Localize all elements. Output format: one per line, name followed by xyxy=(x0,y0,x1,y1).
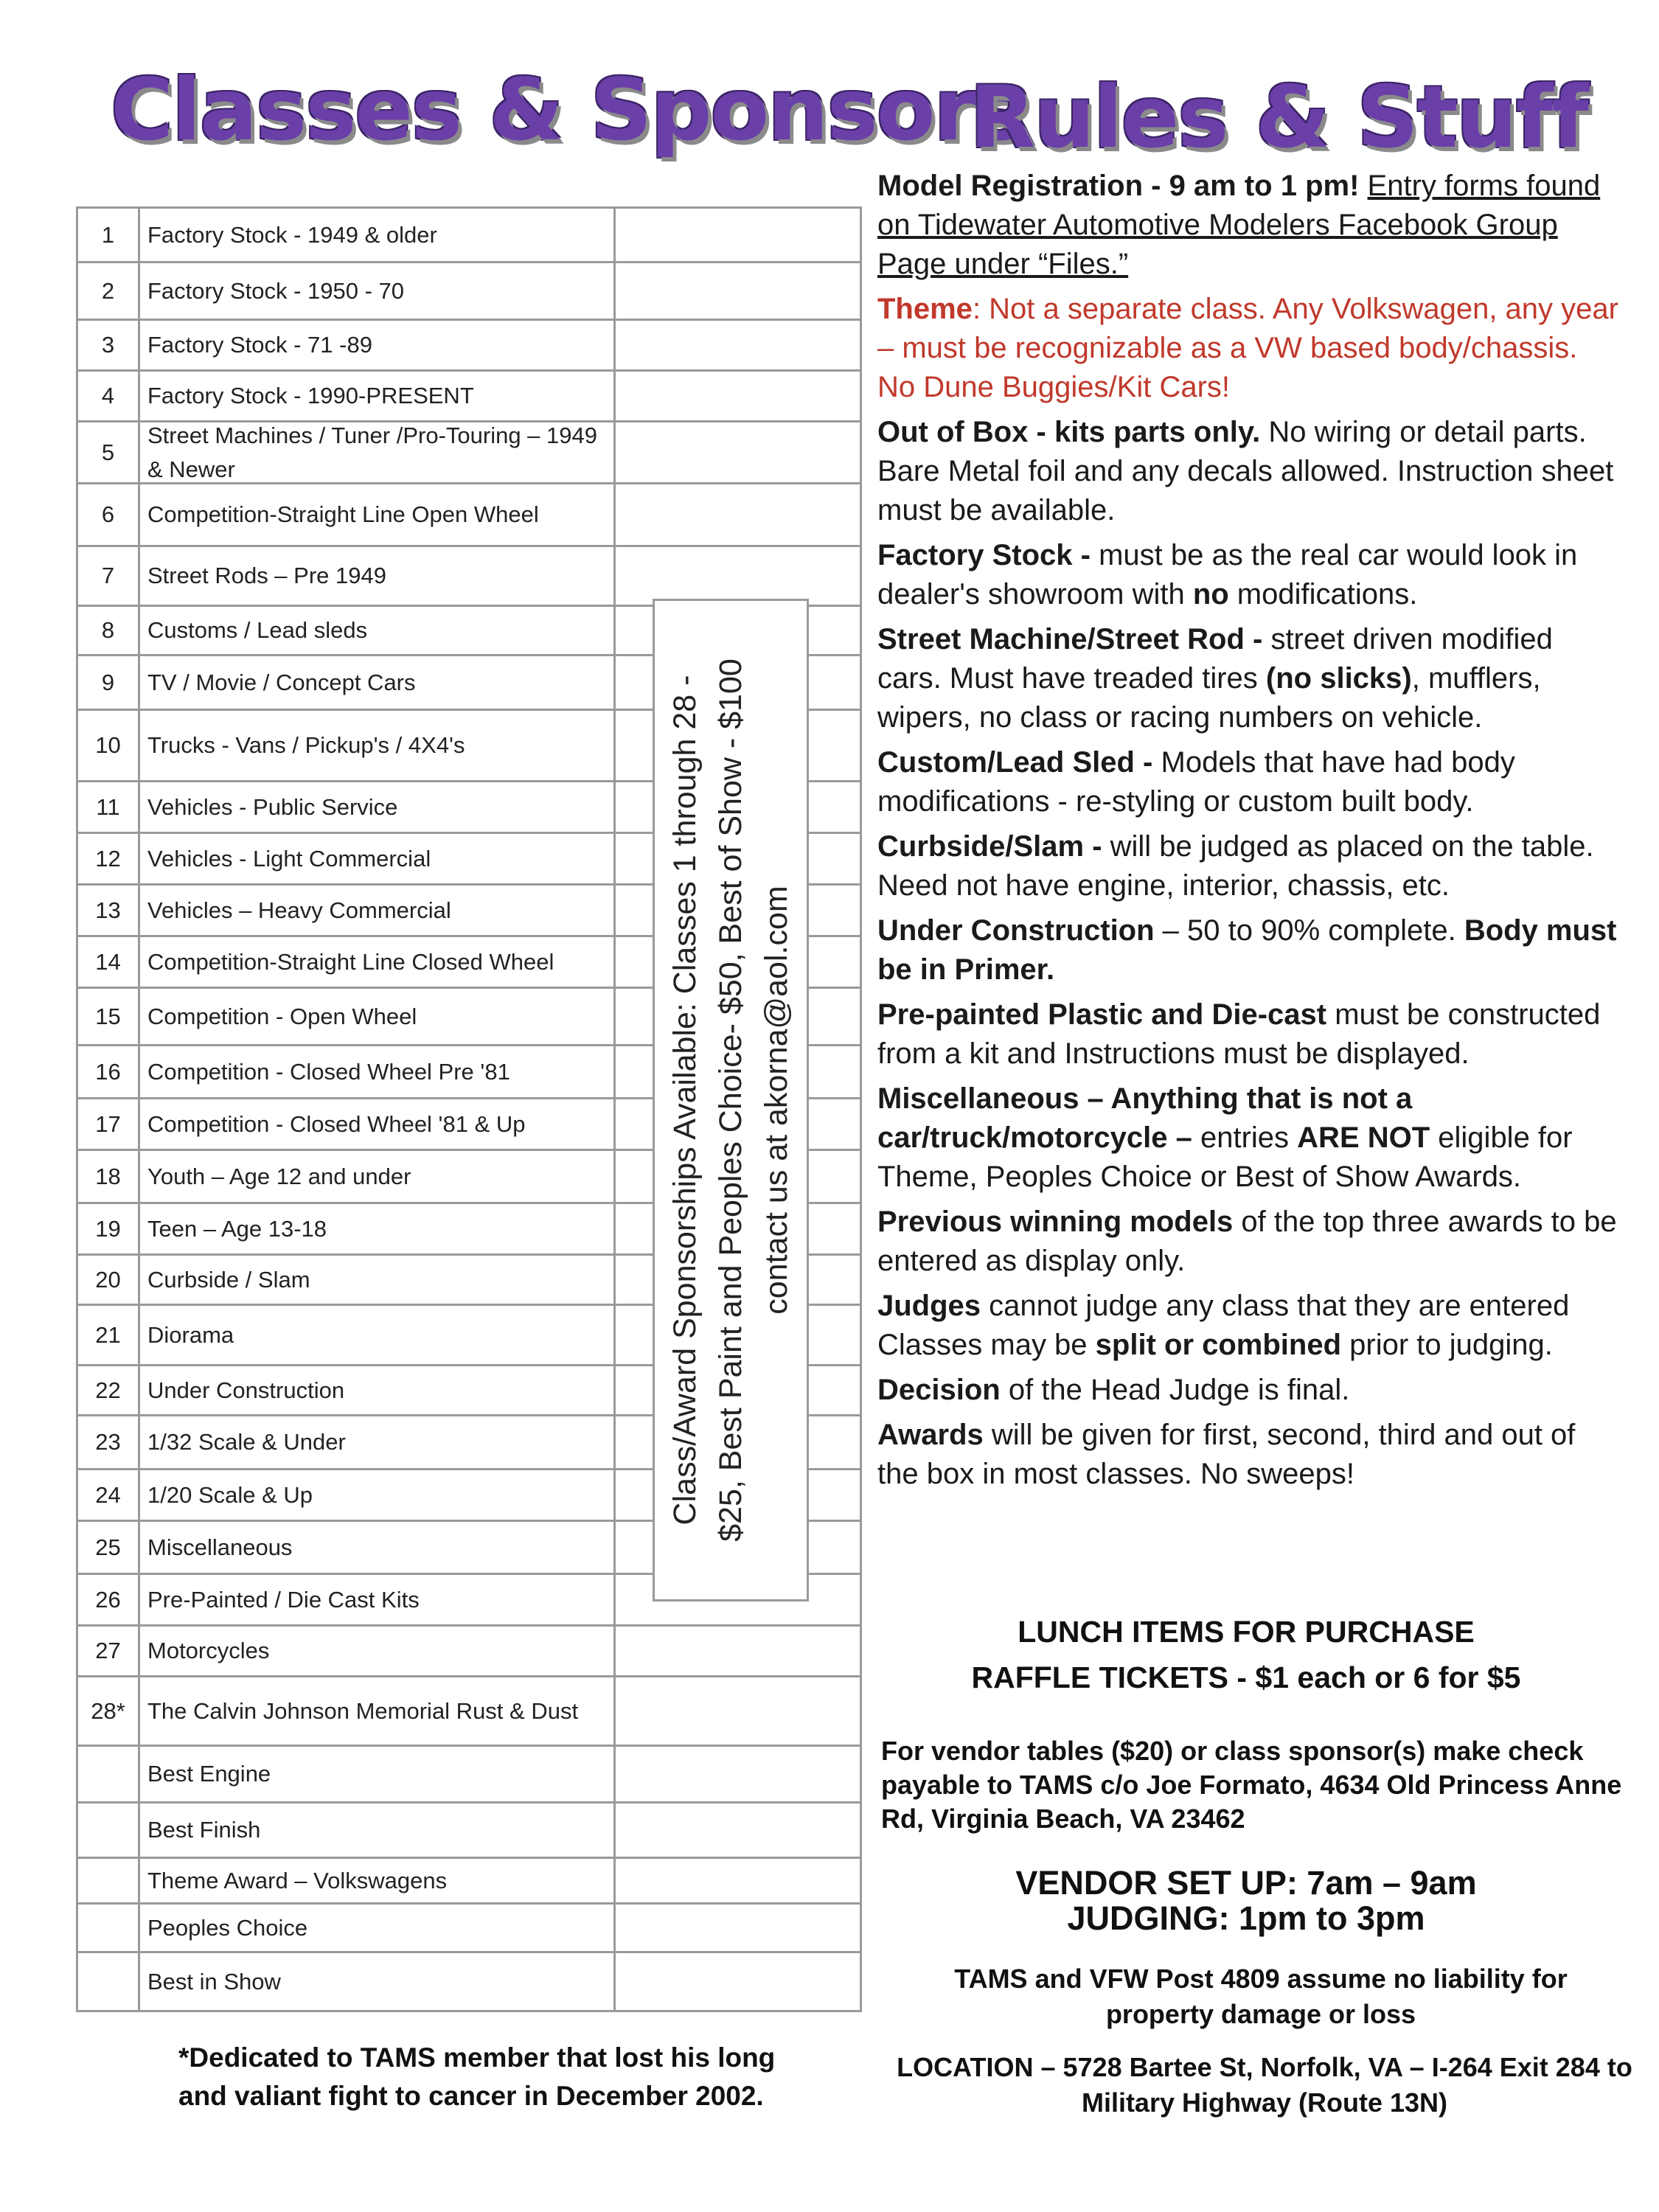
class-name: Vehicles – Heavy Commercial xyxy=(140,886,616,935)
sponsor-cell xyxy=(616,263,862,319)
sponsor-cell xyxy=(616,209,862,261)
sponsor-cell xyxy=(616,1859,862,1902)
class-name: Diorama xyxy=(140,1306,616,1364)
rule-curbside-slam: Curbside/Slam - will be judged as placed on the table. Need not have engine, interior, chassis, etc. xyxy=(877,830,1594,902)
class-name: Customs / Lead sleds xyxy=(140,607,616,654)
class-number: 23 xyxy=(78,1416,140,1468)
sponsor-cell xyxy=(616,1747,862,1801)
class-number: 28* xyxy=(78,1677,140,1745)
class-number xyxy=(78,1804,140,1857)
dedication-footnote: *Dedicated to TAMS member that lost his long and valiant fight to cancer in December 2002. xyxy=(178,2042,776,2111)
class-row xyxy=(78,372,862,422)
class-number: 10 xyxy=(78,711,140,780)
rule-out-of-box: Out of Box - kits parts only. No wiring or detail parts. Bare Metal foil and any decals allowed. Instruction sheet must be available. xyxy=(877,416,1614,526)
rule-decision: Decision of the Head Judge is final. xyxy=(877,1374,1350,1406)
class-number: 6 xyxy=(78,484,140,545)
class-name: Factory Stock - 1950 - 70 xyxy=(140,263,616,319)
class-name: Best Finish xyxy=(140,1804,616,1857)
class-number: 27 xyxy=(78,1627,140,1675)
entry-forms-link[interactable]: Entry forms found on Tidewater Automotive Modelers Facebook Group Page under “Files.” xyxy=(877,170,1601,280)
judging-time: JUDGING: 1pm to 3pm xyxy=(1067,1899,1425,1937)
class-number xyxy=(78,1953,140,2010)
class-name: The Calvin Johnson Memorial Rust & Dust xyxy=(140,1677,616,1745)
class-name: Miscellaneous xyxy=(140,1522,616,1573)
sponsorship-line-1: Class/Award Sponsorships Available: Classes 1 through 28 - xyxy=(667,675,703,1526)
class-name: Pre-Painted / Die Cast Kits xyxy=(140,1575,616,1624)
class-number: 12 xyxy=(78,834,140,883)
class-name: Motorcycles xyxy=(140,1627,616,1675)
class-row xyxy=(78,547,862,607)
rules-stuff-title: Rules & Stuff xyxy=(970,68,1587,167)
class-number: 24 xyxy=(78,1470,140,1520)
class-number: 5 xyxy=(78,422,140,482)
class-name: Factory Stock - 71 -89 xyxy=(140,321,616,369)
class-row xyxy=(78,1747,862,1804)
sponsor-cell xyxy=(616,321,862,369)
class-number: 2 xyxy=(78,263,140,319)
class-number: 17 xyxy=(78,1099,140,1149)
class-name: Trucks - Vans / Pickup's / 4X4's xyxy=(140,711,616,780)
class-name: Under Construction xyxy=(140,1366,616,1414)
class-name: Youth – Age 12 and under xyxy=(140,1151,616,1202)
sponsor-cell xyxy=(616,547,862,605)
class-row xyxy=(78,263,862,321)
liability-notice: TAMS and VFW Post 4809 assume no liability for property damage or loss xyxy=(954,1964,1568,2029)
sponsor-cell xyxy=(616,372,862,420)
class-row xyxy=(78,422,862,484)
class-name: Street Rods – Pre 1949 xyxy=(140,547,616,605)
class-number: 7 xyxy=(78,547,140,605)
class-name: Competition - Open Wheel xyxy=(140,989,616,1044)
class-number: 19 xyxy=(78,1204,140,1253)
class-name: Curbside / Slam xyxy=(140,1256,616,1304)
classes-sponsors-title: Classes & Sponsors xyxy=(111,60,1024,160)
class-name: Competition - Closed Wheel Pre '81 xyxy=(140,1046,616,1097)
class-name: Vehicles - Light Commercial xyxy=(140,834,616,883)
class-row xyxy=(78,1627,862,1677)
class-row xyxy=(78,1859,862,1905)
rule-street-machine: Street Machine/Street Rod - street driven modified cars. Must have treaded tires (no slicks), mufflers, wipers, no class or racing numbers on vehicle. xyxy=(877,623,1553,734)
class-number: 21 xyxy=(78,1306,140,1364)
class-number: 15 xyxy=(78,989,140,1044)
class-number: 22 xyxy=(78,1366,140,1414)
sponsor-cell xyxy=(616,1677,862,1745)
class-number: 9 xyxy=(78,656,140,709)
class-number: 18 xyxy=(78,1151,140,1202)
class-number: 3 xyxy=(78,321,140,369)
class-number xyxy=(78,1905,140,1951)
sponsorship-line-2: $25, Best Paint and Peoples Choice- $50, Best of Show - $100 xyxy=(713,658,748,1542)
class-name: Street Machines / Tuner /Pro-Touring – 1949 & Newer xyxy=(140,422,616,482)
class-name: TV / Movie / Concept Cars xyxy=(140,656,616,709)
rule-registration: Model Registration - 9 am to 1 pm! Entry forms found on Tidewater Automotive Modelers Facebook Group Page under “Files.” xyxy=(877,170,1601,280)
purchase-info xyxy=(877,1609,1615,1700)
raffle-tickets: RAFFLE TICKETS - $1 each or 6 for $5 xyxy=(971,1660,1521,1694)
class-name: Factory Stock - 1990-PRESENT xyxy=(140,372,616,420)
class-row xyxy=(78,1677,862,1747)
class-number: 26 xyxy=(78,1575,140,1624)
class-name: Best in Show xyxy=(140,1953,616,2010)
class-number: 4 xyxy=(78,372,140,420)
rule-classes-split: Classes may be split or combined prior to judging. xyxy=(877,1329,1553,1361)
class-row xyxy=(78,1905,862,1953)
sponsor-cell xyxy=(616,484,862,545)
sponsor-cell xyxy=(616,1804,862,1857)
class-row xyxy=(78,321,862,372)
class-number: 11 xyxy=(78,782,140,832)
rule-under-construction: Under Construction – 50 to 90% complete. Body must be in Primer. xyxy=(877,914,1617,986)
sponsorship-line-3: contact us at akorna@aol.com xyxy=(759,886,794,1315)
class-number xyxy=(78,1747,140,1801)
class-name: 1/32 Scale & Under xyxy=(140,1416,616,1468)
class-number: 25 xyxy=(78,1522,140,1573)
class-name: Competition - Closed Wheel '81 & Up xyxy=(140,1099,616,1149)
class-name: Factory Stock - 1949 & older xyxy=(140,209,616,261)
class-row xyxy=(78,1804,862,1859)
sponsorship-text xyxy=(662,606,799,1594)
class-name: Best Engine xyxy=(140,1747,616,1801)
class-name: Competition-Straight Line Open Wheel xyxy=(140,484,616,545)
rule-judges: Judges cannot judge any class that they are entered xyxy=(877,1290,1570,1322)
lunch-items: LUNCH ITEMS FOR PURCHASE xyxy=(1018,1615,1475,1649)
vendor-check-info: For vendor tables ($20) or class sponsor(s) make check payable to TAMS c/o Joe Formato, 4634 Old Princess Anne Rd, Virginia Beach, VA 23462 xyxy=(881,1736,1622,1834)
class-number: 20 xyxy=(78,1256,140,1304)
class-name: Peoples Choice xyxy=(140,1905,616,1951)
class-number: 16 xyxy=(78,1046,140,1097)
sponsor-cell xyxy=(616,1905,862,1951)
sponsor-cell xyxy=(616,1627,862,1675)
class-number: 14 xyxy=(78,937,140,987)
schedule-info xyxy=(877,1865,1615,1936)
sponsorship-box xyxy=(653,599,809,1601)
class-name: Teen – Age 13-18 xyxy=(140,1204,616,1253)
rule-prepainted: Pre-painted Plastic and Die-cast must be constructed from a kit and Instructions must be displayed. xyxy=(877,998,1601,1070)
class-row xyxy=(78,209,862,263)
class-name: Competition-Straight Line Closed Wheel xyxy=(140,937,616,987)
class-row xyxy=(78,484,862,547)
class-name: Vehicles - Public Service xyxy=(140,782,616,832)
class-name: 1/20 Scale & Up xyxy=(140,1470,616,1520)
rule-awards: Awards will be given for first, second, third and out of the box in most classes. No sweeps! xyxy=(877,1419,1576,1490)
class-number: 8 xyxy=(78,607,140,654)
rule-factory-stock: Factory Stock - must be as the real car would look in dealer's showroom with no modifications. xyxy=(877,539,1578,611)
rule-previous-winners: Previous winning models of the top three awards to be entered as display only. xyxy=(877,1206,1617,1277)
sponsor-cell xyxy=(616,1953,862,2010)
rule-miscellaneous: Miscellaneous – Anything that is not a car/truck/motorcycle – entries ARE NOT eligible for Theme, Peoples Choice or Best of Show Awards. xyxy=(877,1082,1573,1193)
vendor-setup-time: VENDOR SET UP: 7am – 9am xyxy=(1015,1864,1477,1902)
rules-list xyxy=(877,167,1622,1500)
class-name: Theme Award – Volkswagens xyxy=(140,1859,616,1902)
class-number xyxy=(78,1859,140,1902)
rule-theme: Theme: Not a separate class. Any Volkswagen, any year – must be recognizable as a VW based body/chassis. No Dune Buggies/Kit Cars! xyxy=(877,293,1618,403)
class-number: 13 xyxy=(78,886,140,935)
class-number: 1 xyxy=(78,209,140,261)
rule-custom-lead-sled: Custom/Lead Sled - Models that have had body modifications - re-styling or custom built body. xyxy=(877,746,1515,818)
location-info: LOCATION – 5728 Bartee St, Norfolk, VA – I-264 Exit 284 to Military Highway (Route 13N) xyxy=(897,2052,1632,2118)
class-row xyxy=(78,1953,862,2012)
sponsor-cell xyxy=(616,422,862,482)
